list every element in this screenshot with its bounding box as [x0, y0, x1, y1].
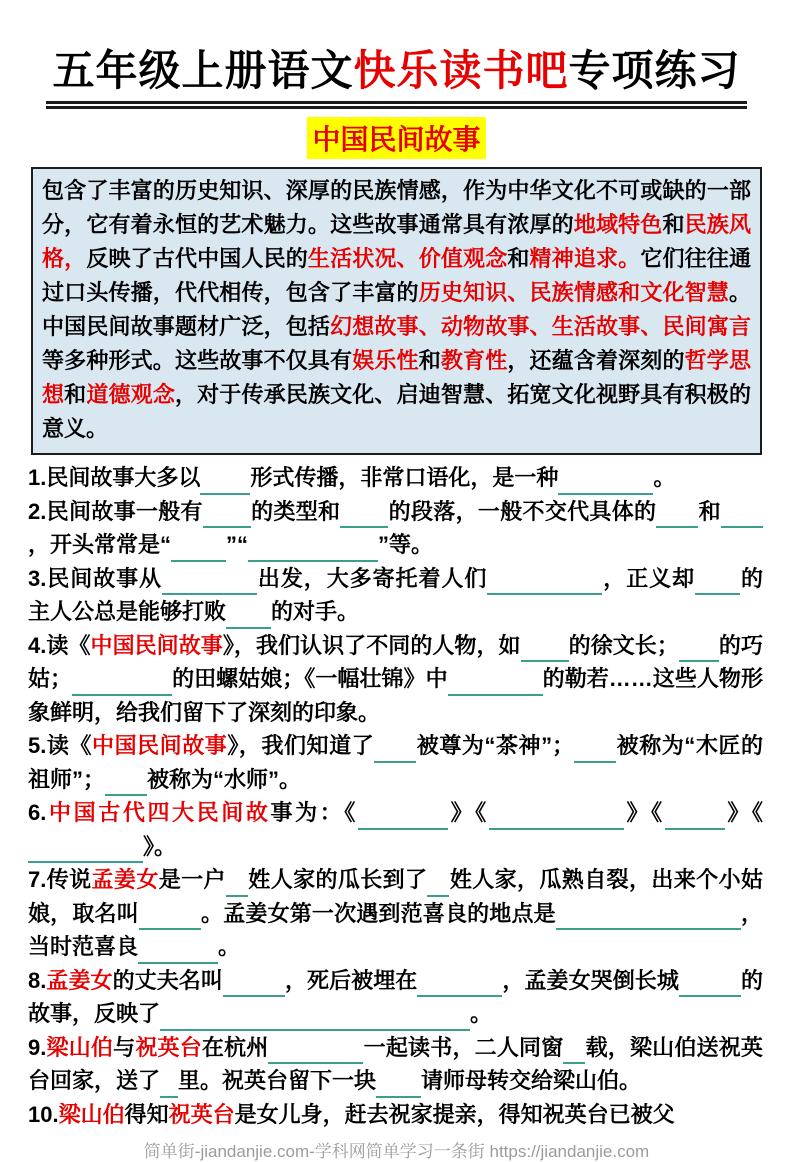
- text-segment: ，孟姜女哭倒长城: [502, 967, 679, 993]
- intro-box: [31, 167, 762, 455]
- fill-in-blank: [427, 873, 449, 897]
- text-segment: ，当时范喜良: [28, 900, 763, 959]
- text-segment: 和: [418, 348, 441, 373]
- text-segment: 和: [507, 246, 530, 271]
- fill-in-blank: [558, 471, 653, 495]
- text-segment: 8.: [28, 967, 47, 993]
- fill-in-blank: [574, 739, 616, 763]
- text-segment: 和: [662, 212, 685, 237]
- fill-in-blank: [200, 471, 250, 495]
- subtitle-highlight: 中国民间故事: [307, 117, 485, 159]
- text-segment: 的田螺姑娘；《一幅壮锦》中: [172, 666, 448, 691]
- text-segment: 请师母转交给梁山伯。: [421, 1068, 642, 1093]
- text-segment: 出发，大多寄托着人们: [256, 565, 488, 591]
- question-item-3: [28, 562, 763, 629]
- text-segment: 的段落，一般不交代具体的: [388, 498, 657, 524]
- red-emphasis-text: 哲学思想: [42, 348, 751, 407]
- red-emphasis-text: 幻想故事、动物故事、生活故事、民间寓言: [330, 314, 751, 339]
- fill-in-blank: [160, 1007, 470, 1031]
- text-segment: 3.民间故事从: [28, 565, 162, 591]
- text-segment: 事为：《: [270, 800, 358, 825]
- text-segment: ，还蕴含着深刻的: [507, 348, 685, 373]
- text-segment: 得知: [124, 1101, 169, 1127]
- text-segment: 五年级上册语文: [52, 47, 354, 94]
- text-segment: 4.读《: [28, 632, 91, 658]
- red-emphasis-text: 精神追求。: [529, 246, 641, 271]
- fill-in-blank: [489, 806, 624, 830]
- fill-in-blank: [448, 672, 543, 696]
- text-segment: 它们往往通过口头传播，代代相传，包含了丰富的: [42, 246, 751, 305]
- text-segment: ，正义却: [602, 565, 696, 591]
- fill-in-blank: [340, 504, 388, 528]
- fill-in-blank: [171, 538, 226, 562]
- question-item-8: [28, 964, 763, 1031]
- red-emphasis-text: 中国民间故事: [92, 733, 228, 758]
- fill-in-blank: [417, 973, 502, 997]
- fill-in-blank: [487, 571, 602, 595]
- fill-in-blank: [521, 638, 569, 662]
- fill-in-blank: [226, 605, 271, 629]
- fill-in-blank: [162, 571, 257, 595]
- text-segment: 。: [653, 465, 676, 490]
- text-segment: 。: [218, 934, 241, 959]
- text-segment: 9.: [28, 1034, 47, 1060]
- text-segment: 形式传播，非常口语化，是一种: [250, 465, 559, 490]
- text-segment: 。: [470, 1001, 493, 1026]
- text-segment: 反映了古代中国人民的: [86, 246, 308, 271]
- text-segment: 10.: [28, 1101, 59, 1127]
- fill-in-blank: [223, 973, 285, 997]
- fill-in-blank: [248, 538, 378, 562]
- red-emphasis-text: 梁山伯: [58, 1101, 125, 1127]
- page-title: [46, 38, 746, 109]
- text-segment: 的巧姑；: [28, 632, 763, 691]
- red-emphasis-text: 梁山伯: [46, 1034, 114, 1060]
- text-segment: 。中国民间故事题材广泛，包括: [42, 280, 751, 339]
- subtitle-row: [0, 117, 793, 159]
- fill-in-blank: [679, 638, 719, 662]
- text-segment: 的主人公总是能够打败: [28, 565, 763, 624]
- text-segment: 的丈夫名叫: [112, 967, 223, 993]
- text-segment: 被称为“木匠的祖师”；: [28, 733, 763, 792]
- text-segment: 被称为“水师”。: [147, 766, 302, 792]
- text-segment: ”“: [226, 532, 249, 557]
- text-segment: 2.民间故事一般有: [28, 498, 203, 524]
- red-emphasis-text: 娱乐性: [352, 348, 419, 373]
- text-segment: 姓人家，瓜熟自裂，出来个小姑娘，取名叫: [28, 867, 763, 926]
- red-emphasis-text: 中国民间故事: [90, 632, 223, 658]
- question-item-6: [28, 796, 763, 863]
- question-list: [28, 461, 763, 1131]
- text-segment: ，对于传承民族文化、启迪智慧、拓宽文化视野具有积极的意义。: [42, 382, 751, 441]
- question-item-4: [28, 629, 763, 730]
- fill-in-blank: [160, 1074, 178, 1098]
- question-item-10: [28, 1098, 763, 1132]
- fill-in-blank: [226, 873, 248, 897]
- question-item-7: [28, 863, 763, 964]
- fill-in-blank: [105, 772, 147, 796]
- red-emphasis-text: 教育性: [440, 348, 508, 373]
- question-item-2: [28, 495, 763, 562]
- text-segment: 是一户: [158, 867, 226, 892]
- page-footer: 简单街-jiandanjie.com-学科网简单学习一条街 https://jiandanjie.com: [143, 1142, 650, 1161]
- text-segment: 7.传说: [28, 867, 92, 892]
- fill-in-blank: [556, 906, 741, 930]
- fill-in-blank: [679, 973, 741, 997]
- text-segment: ”等。: [378, 532, 434, 557]
- fill-in-blank: [721, 504, 763, 528]
- text-segment: 包含了丰富的历史知识、深厚的民族情感，作为中华文化不可或缺的一部分，它有着永恒的艺术魅力。这些故事通常具有浓厚的: [42, 178, 751, 237]
- fill-in-blank: [72, 672, 172, 696]
- text-segment: 在杭州: [201, 1034, 269, 1060]
- text-segment: 里。祝英台留下一块: [178, 1068, 377, 1093]
- text-segment: ，开头常常是“: [28, 532, 172, 557]
- text-segment: 5.读《: [28, 733, 93, 758]
- text-segment: 等多种形式。这些故事不仅具有: [42, 348, 353, 373]
- fill-in-blank: [28, 839, 143, 863]
- text-segment: 和: [64, 382, 87, 407]
- text-segment: 》《: [724, 800, 763, 825]
- question-item-1: [28, 461, 763, 495]
- fill-in-blank: [563, 1040, 585, 1064]
- text-segment: 和: [698, 498, 721, 524]
- text-segment: 》，我们认识了不同的人物，如: [222, 632, 521, 658]
- text-segment: 》《: [623, 800, 665, 825]
- red-emphasis-text: 道德观念: [86, 382, 175, 407]
- text-segment: 。孟姜女第一次遇到范喜良的地点是: [200, 900, 556, 926]
- text-segment: 一起读书，二人同窗: [363, 1034, 564, 1060]
- text-segment: 》《: [448, 800, 489, 825]
- red-emphasis-text: 祝英台: [168, 1101, 235, 1127]
- text-segment: 》。: [143, 833, 177, 859]
- text-segment: 的勒若……这些人物形象鲜明，给我们留下了深刻的印象。: [28, 666, 763, 725]
- text-segment: 》，我们知道了: [227, 733, 375, 758]
- fill-in-blank: [358, 806, 448, 830]
- fill-in-blank: [138, 940, 218, 964]
- question-item-5: [28, 729, 763, 796]
- red-emphasis-text: 民族风格，: [42, 212, 751, 271]
- fill-in-blank: [139, 906, 201, 930]
- title-row: [0, 38, 793, 109]
- text-segment: ，死后被埋在: [284, 967, 418, 993]
- text-segment: 被尊为“茶神”；: [416, 733, 575, 758]
- fill-in-blank: [665, 806, 725, 830]
- red-emphasis-text: 孟姜女: [46, 967, 113, 993]
- question-item-9: [28, 1031, 763, 1098]
- red-emphasis-text: 中国古代四大民间故: [46, 800, 271, 825]
- red-emphasis-text: 地域特色: [573, 212, 663, 237]
- text-segment: 是女儿身，赶去祝家提亲，得知祝英台已被父: [234, 1101, 675, 1127]
- text-segment: 6.: [28, 800, 47, 825]
- fill-in-blank: [203, 504, 251, 528]
- red-emphasis-text: 快乐读书吧: [353, 47, 569, 94]
- text-segment: 的对手。: [271, 599, 360, 624]
- red-emphasis-text: 祝英台: [135, 1034, 202, 1060]
- text-segment: 姓人家的瓜长到了: [247, 867, 428, 892]
- text-segment: 与: [113, 1034, 136, 1060]
- fill-in-blank: [268, 1040, 363, 1064]
- fill-in-blank: [376, 1074, 421, 1098]
- red-emphasis-text: 历史知识、民族情感和文化智慧: [418, 280, 729, 305]
- red-emphasis-text: 孟姜女: [91, 867, 159, 892]
- red-emphasis-text: 生活状况、价值观念: [307, 246, 508, 271]
- fill-in-blank: [695, 571, 740, 595]
- text-segment: 的故事，反映了: [28, 967, 763, 1026]
- text-segment: 的类型和: [250, 498, 341, 524]
- fill-in-blank: [656, 504, 698, 528]
- text-segment: 载，梁山伯送祝英台回家，送了: [28, 1034, 763, 1093]
- text-segment: 的徐文长；: [568, 632, 679, 658]
- text-segment: 1.民间故事大多以: [28, 465, 201, 490]
- text-segment: 专项练习: [568, 47, 741, 94]
- fill-in-blank: [374, 739, 416, 763]
